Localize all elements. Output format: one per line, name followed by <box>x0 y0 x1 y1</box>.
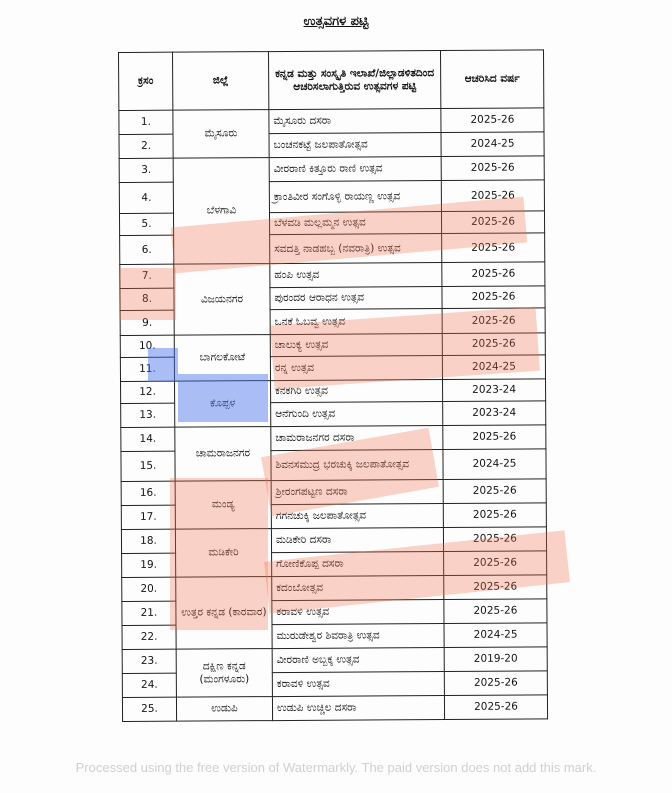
year-cell: 2024-25 <box>442 355 545 380</box>
row-number: 23. <box>122 649 176 673</box>
row-number: 16. <box>121 481 175 505</box>
year-cell: 2024-25 <box>443 449 546 480</box>
year-cell: 2025-26 <box>442 286 545 309</box>
festival-cell: ಬಂಚನಕಟ್ಟೆ ಜಲಪಾತೋತ್ಸವ <box>269 133 441 158</box>
year-cell: 2025-26 <box>442 333 545 356</box>
festival-cell: ಬೆಳವಡಿ ಮಲ್ಲಮ್ಮನ ಉತ್ಸವ <box>269 212 441 235</box>
festival-cell: ಆನೆಗುಂದಿ ಉತ್ಸವ <box>271 402 443 427</box>
row-number: 13. <box>121 403 175 427</box>
festival-table <box>118 49 548 722</box>
district-cell: ಮೈಸೂರು <box>173 110 269 159</box>
festival-cell: ಚಾಮರಾಜನಗರ ದಸರಾ <box>271 426 443 451</box>
row-number: 18. <box>121 529 175 553</box>
year-cell: 2025-26 <box>441 180 544 212</box>
year-cell: 2019-20 <box>444 647 547 672</box>
header-year: ಆಚರಿಸಿದ ವರ್ಷ <box>440 50 543 109</box>
page-title: ಉತ್ಸವಗಳ ಪಟ್ಟಿ <box>303 14 369 29</box>
district-cell: ಮಡಿಕೇರಿ <box>175 529 271 578</box>
header-serial: ಕ್ರಸಂ <box>119 52 173 110</box>
table-row <box>121 527 546 554</box>
table-row <box>121 479 546 506</box>
row-number: 8. <box>120 288 174 310</box>
festival-cell: ಸವದತ್ತಿ ನಾಡಹಬ್ಬ (ನವರಾತ್ರಿ) ಉತ್ಸವ <box>270 234 442 264</box>
festival-cell: ಕ್ರಾಂತಿವೀರ ಸಂಗೊಳ್ಳಿ ರಾಯಣ್ಣ ಉತ್ಸವ <box>269 181 441 213</box>
table-row <box>121 379 546 404</box>
festival-cell: ಶ್ರೀರಂಗಪಟ್ಟಣ ದಸರಾ <box>271 480 443 505</box>
year-cell: 2024-25 <box>444 623 547 648</box>
table-header-row <box>119 50 544 111</box>
year-cell: 2025-26 <box>443 503 546 528</box>
table-row <box>122 647 547 674</box>
festival-cell: ರನ್ನ ಉತ್ಸವ <box>270 356 442 381</box>
table-row <box>120 333 545 358</box>
row-number: 7. <box>120 264 174 288</box>
festival-cell: ಕದಂಬೋತ್ಸವ <box>272 576 444 601</box>
district-cell: ಮಂಡ್ಯ <box>175 481 271 530</box>
year-cell: 2025-26 <box>443 479 546 504</box>
row-number: 3. <box>119 158 173 182</box>
header-district: ಜಿಲ್ಲೆ <box>173 52 269 111</box>
row-number: 6. <box>120 235 174 264</box>
district-cell: ಬೆಳಗಾವಿ <box>173 158 270 265</box>
festival-cell: ಶಿವನಸಮುದ್ರ ಭರಚುಕ್ಕಿ ಜಲಪಾತೋತ್ಸವ <box>271 450 443 481</box>
district-cell: ವಿಜಯನಗರ <box>174 264 270 336</box>
festival-cell: ಪುರಂದರ ಆರಾಧನ ಉತ್ಸವ <box>270 287 442 310</box>
festival-cell: ಮಡಿಕೇರಿ ದಸರಾ <box>271 528 443 553</box>
row-number: 25. <box>122 697 176 721</box>
row-number: 4. <box>119 182 173 213</box>
district-cell: ಚಾಮರಾಜನಗರ <box>175 427 271 482</box>
festival-cell: ಕರಾವಳಿ ಉತ್ಸವ <box>272 600 444 625</box>
table-row <box>120 262 545 289</box>
year-cell: 2025-26 <box>444 575 547 600</box>
row-number: 17. <box>121 505 175 529</box>
festival-cell: ಹಂಪಿ ಉತ್ಸವ <box>270 263 442 288</box>
row-number: 22. <box>122 625 176 649</box>
year-cell: 2025-26 <box>444 599 547 624</box>
table-row <box>122 695 547 722</box>
row-number: 19. <box>122 553 176 577</box>
table-row <box>122 575 547 602</box>
row-number: 20. <box>122 577 176 601</box>
row-number: 24. <box>122 673 176 697</box>
district-cell: ಕೊಪ್ಪಳ <box>175 381 271 428</box>
year-cell: 2024-25 <box>441 132 544 157</box>
row-number: 21. <box>122 601 176 625</box>
district-cell: ಉತ್ತರ ಕನ್ನಡ (ಕಾರವಾರ) <box>176 577 272 650</box>
watermark-text: Processed using the free version of Watermarkly. The paid version does not add this mark. <box>75 760 597 775</box>
row-number: 9. <box>120 310 174 335</box>
year-cell: 2025-26 <box>442 233 545 263</box>
year-cell: 2025-26 <box>444 671 547 696</box>
year-cell: 2025-26 <box>444 695 547 720</box>
row-number: 10. <box>120 335 174 357</box>
year-cell: 2023-24 <box>443 401 546 426</box>
table-row <box>119 108 544 135</box>
festival-cell: ವೀರರಾಣಿ ಅಬ್ಬಕ್ಕ ಉತ್ಸವ <box>272 648 444 673</box>
festival-cell: ಚಾಲುಕ್ಯ ಉತ್ಸವ <box>270 334 442 357</box>
row-number: 12. <box>121 381 175 403</box>
year-cell: 2025-26 <box>441 211 544 234</box>
district-cell: ದಕ್ಷಿಣ ಕನ್ನಡ (ಮಂಗಳೂರು) <box>176 649 272 698</box>
year-cell: 2025-26 <box>441 156 544 181</box>
year-cell: 2025-26 <box>441 108 544 133</box>
festival-cell: ಮುರುಡೇಶ್ವರ ಶಿವರಾತ್ರಿ ಉತ್ಸವ <box>272 624 444 649</box>
table-row <box>121 425 546 452</box>
header-festival: ಕನ್ನಡ ಮತ್ತು ಸಂಸ್ಕೃತಿ ಇಲಾಖೆ/ಜಿಲ್ಲಾಡಳಿತದಿಂದ ಆಚರಿಸಲಾಗುತ್ತಿರುವ ಉತ್ಸವಗಳ ಪಟ್ಟಿ <box>269 51 441 110</box>
district-cell: ಉಡುಪಿ <box>176 697 272 722</box>
festival-cell: ಒನಕೆ ಓಬವ್ವ ಉತ್ಸವ <box>270 309 442 335</box>
festival-cell: ಕನಕಗಿರಿ ಉತ್ಸವ <box>271 380 443 403</box>
district-cell: ಬಾಗಲಕೋಟೆ <box>174 335 270 382</box>
row-number: 11. <box>120 357 174 381</box>
year-cell: 2025-26 <box>442 308 545 334</box>
row-number: 14. <box>121 427 175 451</box>
festival-cell: ಕರಾವಳಿ ಉತ್ಸವ <box>272 672 444 697</box>
row-number: 2. <box>119 134 173 158</box>
row-number: 1. <box>119 110 173 134</box>
table-row <box>119 156 544 183</box>
year-cell: 2025-26 <box>443 527 546 552</box>
festival-cell: ಉಡುಪಿ ಉಚ್ಚಿಲ ದಸರಾ <box>272 696 444 721</box>
festival-cell: ಗಗನಚುಕ್ಕಿ ಜಲಪಾತೋತ್ಸವ <box>271 504 443 529</box>
row-number: 15. <box>121 451 175 481</box>
year-cell: 2025-26 <box>442 262 545 287</box>
year-cell: 2025-26 <box>444 551 547 576</box>
year-cell: 2025-26 <box>443 425 546 450</box>
scanned-sheet <box>118 49 550 720</box>
festival-cell: ಗೋಣಿಕೊಪ್ಪ ದಸರಾ <box>272 552 444 577</box>
row-number: 5. <box>119 213 173 235</box>
year-cell: 2023-24 <box>443 379 546 402</box>
festival-cell: ವೀರರಾಣಿ ಕಿತ್ತೂರು ರಾಣಿ ಉತ್ಸವ <box>269 157 441 182</box>
festival-cell: ಮೈಸೂರು ದಸರಾ <box>269 109 441 134</box>
